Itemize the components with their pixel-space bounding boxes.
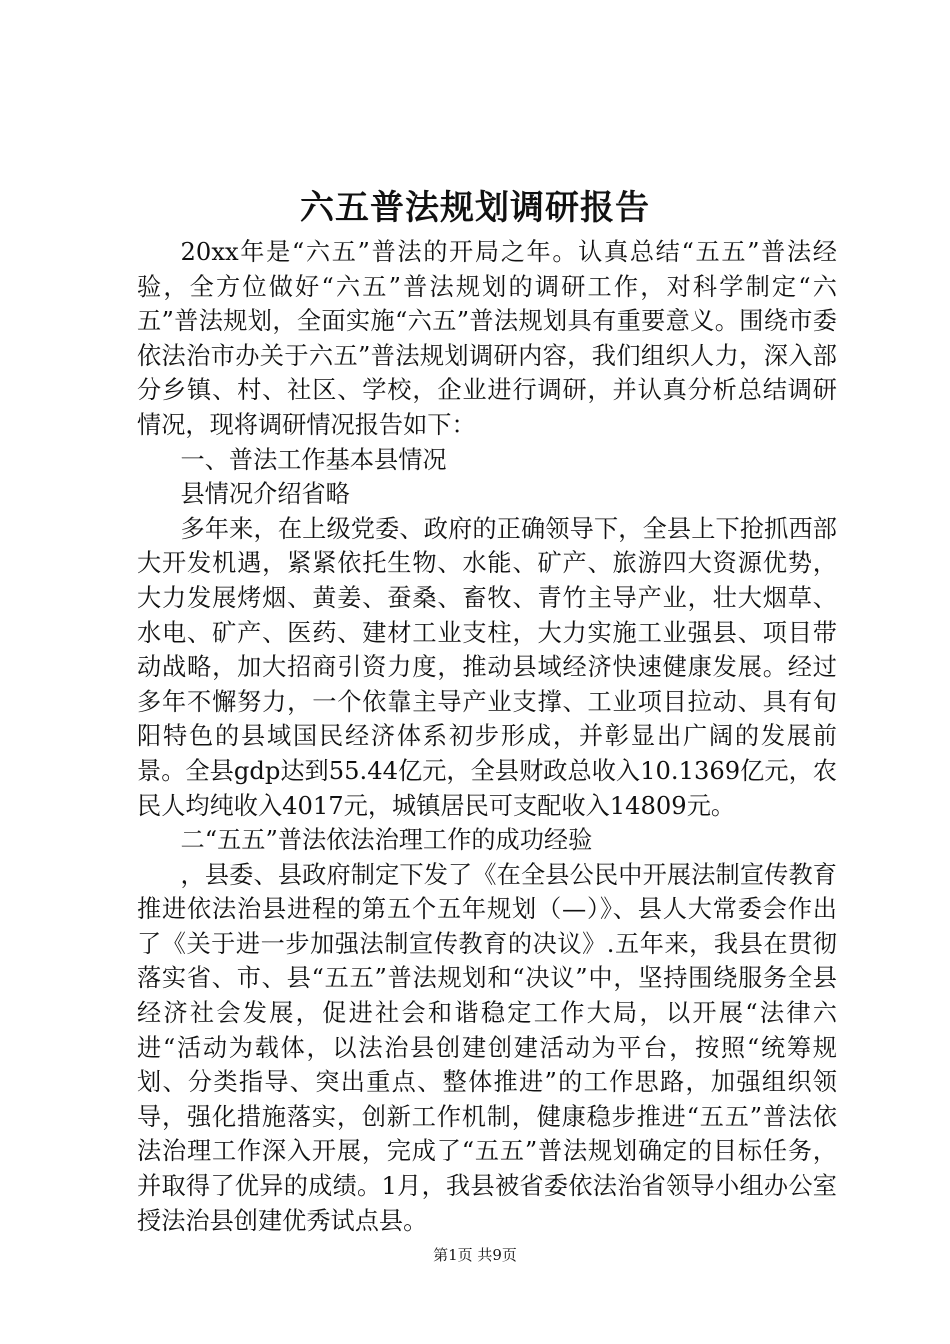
county-development-paragraph: 多年来，在上级党委、政府的正确领导下，全县上下抢抓西部大开发机遇，紧紧依托生物、水能、矿产、旅游四大资源优势，大力发展烤烟、黄姜、蚕桑、畜牧、青竹主导产业，壮大烟草、水电、矿产、医药、建材工业支柱，大力实施工业强县、项目带动战略，加大招商引资力度，推动县域经济快速健康发展。经过多年不懈努力，一个依靠主导产业支撑、工业项目拉动、具有旬阳特色的县域国民经济体系初步形成，并彰显出广阔的发展前景。全县gdp达到55.44亿元，全县财政总收入10.1369亿元，农民人均纯收入4017元，城镇居民可支配收入14809元。 — [137, 514, 837, 820]
document-title: 六五普法规划调研报告 — [300, 188, 650, 228]
experience-paragraph: ，县委、县政府制定下发了《在全县公民中开展法制宣传教育推进依法治县进程的第五个五年规划（—）》、县人大常委会作出了《关于进一步加强法制宣传教育的决议》.五年来，我县在贯彻落实省、市、县“五五”普法规划和“决议”中，坚持围绕服务全县经济社会发展，促进社会和谐稳定工作大局，以开展“法律六进“活动为载体，以法治县创建创建活动为平台，按照“统筹规划、分类指导、突出重点、整体推进”的工作思路，加强组织领导，强化措施落实，创新工作机制，健康稳步推进“五五”普法依法治理工作深入开展，完成了“五五”普法规划确定的目标任务，并取得了优异的成绩。1月，我县被省委依法治省领导小组办公室授法治县创建优秀试点县。 — [137, 860, 837, 1235]
section-heading-2: 二“五五”普法依法治理工作的成功经验 — [180, 826, 593, 855]
county-note-paragraph: 县情况介绍省略 — [180, 480, 350, 509]
document-body — [137, 235, 837, 1238]
section-heading-1: 一、普法工作基本县情况 — [180, 445, 447, 474]
intro-paragraph: 20xx年是“六五”普法的开局之年。认真总结“五五”普法经验，全方位做好“六五”普法规划的调研工作，对科学制定“六五”普法规划，全面实施“六五”普法规划具有重要意义。围绕市委依法治市办关于六五”普法规划调研内容，我们组织人力，深入部分乡镇、村、社区、学校，企业进行调研，并认真分析总结调研情况，现将调研情况报告如下： — [137, 238, 837, 439]
page-number-footer: 第1页 共9页 — [433, 1246, 517, 1264]
